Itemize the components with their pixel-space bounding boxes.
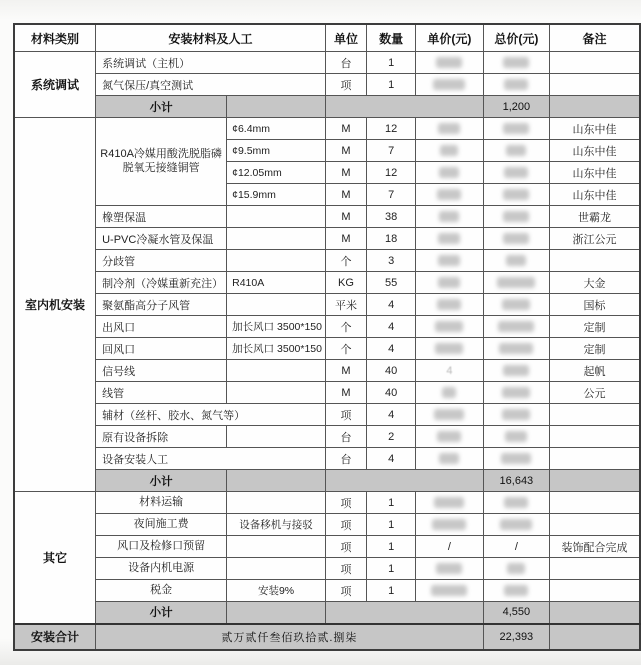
unit-price-cell	[416, 162, 483, 184]
qty-cell: 1	[367, 580, 416, 602]
item-name-cell: 分歧管	[96, 250, 227, 272]
remark-cell: 国标	[550, 294, 640, 316]
redacted-value	[436, 57, 462, 68]
redacted-value	[504, 167, 528, 178]
redacted-value	[502, 387, 530, 398]
redacted-value	[437, 299, 461, 310]
item-spec-cell: 设备移机与接驳	[227, 514, 326, 536]
redacted-value	[503, 365, 529, 376]
remark-cell	[550, 250, 640, 272]
remark-cell	[550, 514, 640, 536]
redacted-value	[504, 585, 528, 596]
item-spec-cell	[227, 206, 326, 228]
remark-cell	[550, 52, 640, 74]
redacted-value	[438, 233, 460, 244]
unit-cell: 个	[326, 250, 367, 272]
item-spec-cell	[227, 294, 326, 316]
unit-price-cell: /	[416, 536, 483, 558]
table-row	[14, 118, 640, 140]
total-price-cell	[483, 514, 549, 536]
unit-cell: 项	[326, 74, 367, 96]
redacted-value	[434, 409, 464, 420]
qty-cell: 18	[367, 228, 416, 250]
table-row	[14, 228, 640, 250]
table-row	[14, 272, 640, 294]
subtotal-label-cell: 小计	[96, 96, 227, 118]
col-header-qty: 数量	[367, 24, 416, 52]
item-name-cell: 制冷剂（冷媒重新充注）	[96, 272, 227, 294]
redacted-value	[439, 453, 459, 464]
table-row	[14, 558, 640, 580]
redacted-value	[439, 211, 459, 222]
redacted-value	[437, 431, 461, 442]
unit-cell: 项	[326, 580, 367, 602]
redacted-value	[500, 519, 532, 530]
unit-cell: 平米	[326, 294, 367, 316]
item-spec-cell	[227, 492, 326, 514]
total-price-cell	[483, 338, 549, 360]
table-row	[14, 514, 640, 536]
total-price-cell	[483, 228, 549, 250]
item-spec-cell	[227, 382, 326, 404]
category-cell: 其它	[14, 492, 96, 624]
redacted-value	[433, 79, 465, 90]
qty-cell: 1	[367, 536, 416, 558]
subtotal-spacer-cell	[326, 470, 484, 492]
item-spec-cell	[227, 228, 326, 250]
redacted-value	[431, 585, 467, 596]
qty-cell: 55	[367, 272, 416, 294]
unit-cell: 个	[326, 338, 367, 360]
qty-cell: 2	[367, 426, 416, 448]
subtotal-row	[14, 602, 640, 624]
total-price-cell	[483, 426, 549, 448]
remark-cell: 定制	[550, 316, 640, 338]
unit-cell: M	[326, 206, 367, 228]
redacted-value	[507, 563, 525, 574]
table-row	[14, 404, 640, 426]
subtotal-spacer-cell	[326, 602, 484, 624]
unit-price-cell	[416, 272, 483, 294]
remark-cell	[550, 404, 640, 426]
unit-cell: M	[326, 228, 367, 250]
unit-price-cell	[416, 140, 483, 162]
item-spec-cell: ¢15.9mm	[227, 184, 326, 206]
table-row	[14, 580, 640, 602]
item-name-cell: R410A冷媒用酸洗脱脂磷脱氧无接缝铜管	[96, 118, 227, 206]
qty-cell: 4	[367, 404, 416, 426]
qty-cell: 12	[367, 118, 416, 140]
table-row	[14, 360, 640, 382]
category-cell: 室内机安装	[14, 118, 96, 492]
total-price-cell	[483, 448, 549, 470]
qty-cell: 7	[367, 140, 416, 162]
redacted-value	[432, 519, 466, 530]
redacted-value	[499, 343, 533, 354]
item-spec-cell	[227, 558, 326, 580]
qty-cell: 38	[367, 206, 416, 228]
remark-cell: 定制	[550, 338, 640, 360]
unit-cell: M	[326, 140, 367, 162]
unit-price-cell	[416, 492, 483, 514]
unit-cell: KG	[326, 272, 367, 294]
remark-cell: 世霸龙	[550, 206, 640, 228]
redacted-value	[435, 321, 463, 332]
remark-cell	[550, 426, 640, 448]
redacted-value	[505, 431, 527, 442]
redacted-value	[503, 189, 529, 200]
qty-cell: 40	[367, 360, 416, 382]
redacted-value	[502, 409, 530, 420]
item-name-cell: 辅材（丝杆、胶水、氮气等）	[96, 404, 326, 426]
total-price-cell	[483, 74, 549, 96]
item-name-cell: 风口及检修口预留	[96, 536, 227, 558]
grand-total-label-cell: 安装合计	[14, 624, 96, 650]
remark-cell	[550, 558, 640, 580]
total-price-cell	[483, 580, 549, 602]
unit-cell: M	[326, 382, 367, 404]
category-cell: 系统调试	[14, 52, 96, 118]
unit-price-cell	[416, 558, 483, 580]
subtotal-remark-cell	[550, 602, 640, 624]
unit-cell: 项	[326, 536, 367, 558]
subtotal-label-cell: 小计	[96, 602, 227, 624]
subtotal-value-cell: 1,200	[483, 96, 549, 118]
subtotal-row	[14, 96, 640, 118]
redacted-value	[435, 343, 463, 354]
item-spec-cell	[227, 250, 326, 272]
remark-cell: 公元	[550, 382, 640, 404]
subtotal-row	[14, 470, 640, 492]
total-price-cell	[483, 316, 549, 338]
total-price-cell	[483, 558, 549, 580]
total-price-cell	[483, 118, 549, 140]
table-row	[14, 206, 640, 228]
item-spec-cell	[227, 426, 326, 448]
item-spec-cell	[227, 360, 326, 382]
unit-cell: M	[326, 118, 367, 140]
redacted-value	[504, 79, 528, 90]
subtotal-remark-cell	[550, 96, 640, 118]
item-name-cell: 氮气保压/真空测试	[96, 74, 326, 96]
item-name-cell: 设备安装人工	[96, 448, 326, 470]
qty-cell: 12	[367, 162, 416, 184]
unit-cell: 项	[326, 492, 367, 514]
unit-cell: 台	[326, 52, 367, 74]
table-row	[14, 426, 640, 448]
item-name-cell: 橡塑保温	[96, 206, 227, 228]
item-spec-cell: ¢9.5mm	[227, 140, 326, 162]
remark-cell: 浙江公元	[550, 228, 640, 250]
unit-price-cell	[416, 404, 483, 426]
total-price-cell	[483, 162, 549, 184]
redacted-value	[503, 123, 529, 134]
subtotal-remark-cell	[550, 470, 640, 492]
faint-redacted-digit: 4	[446, 364, 453, 377]
grand-total-row	[14, 624, 640, 650]
unit-price-cell	[416, 118, 483, 140]
item-name-cell: 系统调试（主机）	[96, 52, 326, 74]
unit-cell: 项	[326, 404, 367, 426]
col-header-category: 材料类别	[14, 24, 96, 52]
unit-cell: 项	[326, 514, 367, 536]
total-price-cell	[483, 272, 549, 294]
remark-cell: 起帆	[550, 360, 640, 382]
unit-price-cell	[416, 338, 483, 360]
redacted-value	[440, 145, 458, 156]
total-price-cell	[483, 140, 549, 162]
remark-cell	[550, 74, 640, 96]
unit-price-cell	[416, 184, 483, 206]
remark-cell	[550, 580, 640, 602]
redacted-value	[502, 299, 530, 310]
table-row	[14, 492, 640, 514]
item-spec-cell: R410A	[227, 272, 326, 294]
redacted-value	[503, 57, 529, 68]
unit-price-cell	[416, 206, 483, 228]
remark-cell: 山东中佳	[550, 184, 640, 206]
total-price-cell	[483, 184, 549, 206]
qty-cell: 1	[367, 74, 416, 96]
unit-price-cell	[416, 74, 483, 96]
remark-cell: 装饰配合完成	[550, 536, 640, 558]
table-row	[14, 536, 640, 558]
unit-price-cell	[416, 316, 483, 338]
remark-cell: 大金	[550, 272, 640, 294]
qty-cell: 1	[367, 558, 416, 580]
col-header-unit: 单位	[326, 24, 367, 52]
unit-cell: M	[326, 162, 367, 184]
scanned-quotation-sheet	[13, 23, 641, 651]
redacted-value	[436, 563, 462, 574]
qty-cell: 4	[367, 316, 416, 338]
redacted-value	[504, 497, 528, 508]
item-name-cell: 税金	[96, 580, 227, 602]
item-name-cell: 回风口	[96, 338, 227, 360]
item-spec-cell: 加长风口 3500*150	[227, 338, 326, 360]
table-row	[14, 74, 640, 96]
qty-cell: 1	[367, 492, 416, 514]
item-name-cell: 线管	[96, 382, 227, 404]
grand-total-remark-cell	[550, 624, 640, 650]
unit-price-cell	[416, 382, 483, 404]
remark-cell: 山东中佳	[550, 118, 640, 140]
subtotal-value-cell: 4,550	[483, 602, 549, 624]
unit-cell: M	[326, 184, 367, 206]
item-name-cell: 出风口	[96, 316, 227, 338]
subtotal-spacer-cell	[326, 96, 484, 118]
qty-cell: 3	[367, 250, 416, 272]
subtotal-label-cell: 小计	[96, 470, 227, 492]
table-row	[14, 250, 640, 272]
total-price-cell	[483, 250, 549, 272]
item-spec-cell: ¢12.05mm	[227, 162, 326, 184]
redacted-value	[438, 255, 460, 266]
col-header-total-price: 总价(元)	[483, 24, 549, 52]
installation-cost-table	[13, 23, 641, 651]
total-price-cell: /	[483, 536, 549, 558]
qty-cell: 40	[367, 382, 416, 404]
item-name-cell: 设备内机电源	[96, 558, 227, 580]
redacted-value	[438, 277, 460, 288]
col-header-materials: 安装材料及人工	[96, 24, 326, 52]
subtotal-spec-cell	[227, 470, 326, 492]
remark-cell: 山东中佳	[550, 162, 640, 184]
item-name-cell: 聚氨酯高分子风管	[96, 294, 227, 316]
qty-cell: 4	[367, 338, 416, 360]
table-row	[14, 448, 640, 470]
item-spec-cell	[227, 536, 326, 558]
unit-cell: 台	[326, 426, 367, 448]
redacted-value	[439, 167, 459, 178]
total-price-cell	[483, 52, 549, 74]
unit-price-cell	[416, 52, 483, 74]
unit-cell: 项	[326, 558, 367, 580]
redacted-value	[503, 211, 529, 222]
total-price-cell	[483, 404, 549, 426]
unit-price-cell	[416, 294, 483, 316]
unit-price-cell	[416, 360, 483, 382]
subtotal-spec-cell	[227, 602, 326, 624]
header-row	[14, 24, 640, 52]
col-header-remark: 备注	[550, 24, 640, 52]
redacted-value	[506, 145, 526, 156]
unit-cell: 个	[326, 316, 367, 338]
item-name-cell: 夜间施工费	[96, 514, 227, 536]
redacted-value	[437, 189, 461, 200]
subtotal-spec-cell	[227, 96, 326, 118]
table-row	[14, 294, 640, 316]
total-price-cell	[483, 492, 549, 514]
unit-price-cell	[416, 448, 483, 470]
grand-total-amount-words-cell: 贰万贰仟叁佰玖拾贰.捌柒	[96, 624, 484, 650]
col-header-unit-price: 单价(元)	[416, 24, 483, 52]
redacted-value	[503, 233, 529, 244]
unit-cell: M	[326, 360, 367, 382]
total-price-cell	[483, 206, 549, 228]
remark-cell	[550, 448, 640, 470]
item-spec-cell: 安装9%	[227, 580, 326, 602]
subtotal-value-cell: 16,643	[483, 470, 549, 492]
unit-price-cell	[416, 580, 483, 602]
qty-cell: 4	[367, 448, 416, 470]
table-row	[14, 316, 640, 338]
qty-cell: 1	[367, 52, 416, 74]
item-name-cell: 原有设备拆除	[96, 426, 227, 448]
unit-cell: 台	[326, 448, 367, 470]
table-row	[14, 382, 640, 404]
total-price-cell	[483, 382, 549, 404]
unit-price-cell	[416, 514, 483, 536]
item-name-cell: 材料运输	[96, 492, 227, 514]
qty-cell: 1	[367, 514, 416, 536]
qty-cell: 7	[367, 184, 416, 206]
unit-price-cell	[416, 228, 483, 250]
redacted-value	[501, 453, 531, 464]
total-price-cell	[483, 294, 549, 316]
redacted-value	[442, 387, 456, 398]
unit-price-cell	[416, 250, 483, 272]
redacted-value	[497, 277, 535, 288]
grand-total-value-cell: 22,393	[483, 624, 549, 650]
redacted-value	[434, 497, 464, 508]
item-name-cell: 信号线	[96, 360, 227, 382]
table-row	[14, 338, 640, 360]
table-row	[14, 52, 640, 74]
item-name-cell: U-PVC冷凝水管及保温	[96, 228, 227, 250]
redacted-value	[438, 123, 460, 134]
redacted-value	[506, 255, 526, 266]
item-spec-cell: ¢6.4mm	[227, 118, 326, 140]
total-price-cell	[483, 360, 549, 382]
remark-cell	[550, 492, 640, 514]
remark-cell: 山东中佳	[550, 140, 640, 162]
item-spec-cell: 加长风口 3500*150	[227, 316, 326, 338]
qty-cell: 4	[367, 294, 416, 316]
redacted-value	[498, 321, 534, 332]
unit-price-cell	[416, 426, 483, 448]
